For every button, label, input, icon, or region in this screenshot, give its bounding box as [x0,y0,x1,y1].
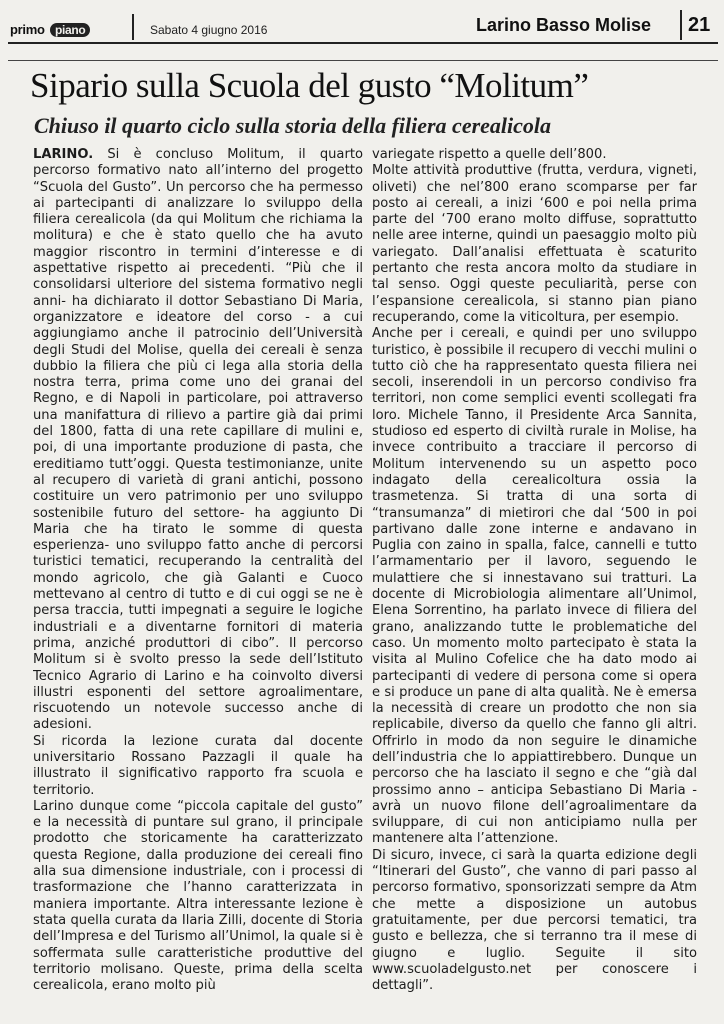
article-headline: Sipario sulla Scuola del gusto “Molitum” [30,66,589,105]
paragraph: Anche per i cereali, e quindi per uno sviluppo turistico, è possibile il recupero di vecchi mulini o tutto ciò che ha rappresentato questa filiera nei secoli, inserendoli in un percorso condiviso fra territori, non come semplici eventi scollegati fra loro. Michele Tanno, il Presidente Arca Sannita, studioso ed esperto di civiltà rurale in Molise, ha invece contribuito a tracciare il percorso di Molitum intervenendo su un aspetto poco indagato della cerealicoltura ossia la trasmetenza. Si tratta di una sorta di “transumanza” di mietirori che dal ‘500 in poi partivano dalle zone interne e andavano in Puglia con zaino in spalla, falce, cannelli e tutto l’armamentario per il lavoro, seguendo le mulattiere che si innestavano sui tratturi. La docente di Microbiologia alimentare all’Unimol, Elena Sorrentino, ha parlato invece di filiera del grano, analizzando tutte le problematiche del caso. Un momento molto partecipato è stata la visita al Mulino Cofelice che ha dato modo ai partecipanti di vedere di persona come si opera e si produce un pane di alta qualità. Ne è emersa la necessità di creare un prodotto che non sia replicabile, diverso da quello che fanno gli altri. Offrirlo in modo da non seguire le dinamiche dell’industria che lo appiattirebbero. Dunque un percorso che ha lasciato il segno e che “già dal prossimo anno – anticipa Sebastiano Di Maria - avrà un nuovo filone dell’agroalimentare da sviluppare, di cui non anticipiamo nulla per mantenere alta l’attenzione. [372,326,697,847]
paragraph: Di sicuro, invece, ci sarà la quarta edizione degli “Itinerari del Gusto”, che vanno di pari passo al percorso formativo, sponsorizzati sempre da Atm che mette a disposizione un autobus gratuitamente, per due percorsi tematici, tra gusto e bellezza, che si terranno tra il mese di giugno e luglio. Seguite il sito www.scuoladelgusto.net per conoscere i dettagli”. [372,847,697,994]
article-subheadline: Chiuso il quarto ciclo sulla storia della filiera cerealicola [34,113,552,138]
page-number: 21 [688,14,711,36]
paragraph [33,147,363,734]
paragraph: Larino dunque come “piccola capitale del gusto” e la necessità di puntare sul grano, il principale prodotto che storicamente ha caratterizzato questa Regione, dalla produzione dei cereali fino alla sua dimensione industriale, con i processi di trasformazione che l’hanno caratterizzata in maniera importante. Altra interessante lezione è stata quella curata da Ilaria Zilli, docente di Storia dell’Impresa e del Turismo all’Unimol, la quale si è soffermata sulle caratteristiche produttive del territorio molisano. Queste, prima della scelta cerealicola, erano molto più [33,798,363,994]
section-title: Larino Basso Molise [476,15,652,35]
paragraph-text: Si è concluso Molitum, il quarto percorso formativo nato all’interno del progetto “Scuola del Gusto”. Un percorso che ha permesso ai partecipanti di analizzare lo sviluppo della filiera cerealicola (da qui Molitum che richiama la molitura) e che è stato quello che ha avuto maggior riscontro in termini d’interesse e di aspettative rispetto ai precedenti. “Più che il consolidarsi ulteriore del sistema formativo negli anni- ha dichiarato il dottor Sebastiano Di Maria, organizzatore e ideatore del corso - a cui aggiungiamo anche il patrocinio dell’Università degli Studi del Molise, quella dei cereali è senza dubbio la filiera che più ci lega alla storia della nostra terra, prima come uno dei granai del Regno, e di Napoli in particolare, poi attraverso una manifattura di rilievo a partire già dai primi del 1800, fatta di una rete capillare di mulini e, poi, di una importante produzione di pasta, che ereditiamo tutt’oggi. Questa testimonianze, unite al recupero di varietà di grani antichi, possono costituire un vero patrimonio per uno sviluppo sostenibile futuro del settore- ha aggiunto Di Maria che ha tirato le somme di questa esperienza- uno sviluppo fatto anche di percorsi turistici tematici, recuperando la centralità del mondo agricolo, che già Galanti e Cuoco mettevano al centro di tutto e di cui oggi se ne è persa traccia, tutti impegnati a seguire le logiche industriali e a diventarne fornitori di materia prima, anziché produttori di cibo”. Il percorso Molitum si è svolto presso la sede dell’Istituto Tecnico Agrario di Larino e ha coinvolto diversi illustri esponenti del settore agroalimentare, riscuotendo un notevole successo anche di adesioni. [33,147,363,733]
paragraph: variegate rispetto a quelle dell’800. [372,147,607,162]
dateline: LARINO. [33,147,94,162]
logo-word-primo: primo [10,22,45,37]
paragraph: Si ricorda la lezione curata dal docente universitario Rossano Pazzagli il quale ha illustrato il significativo rapporto fra scuola e territorio. [33,733,363,798]
logo-word-piano: piano [50,23,91,37]
page-number-divider [680,10,682,40]
masthead-rule [8,42,718,44]
paragraph: Molte attività produttive (frutta, verdura, vigneti, oliveti) che nel’800 erano scomparse per far posto ai cereali, a inizi ‘600 e poi nella prima parte del ‘700 erano molto diffuse, soprattutto nelle aree interne, quindi un paesaggio molto più variegato. Dall’analisi effettuata è scaturito pertanto che resta ancora molto da studiare in tal senso. Oggi queste peculiarità, perse con l’espansione cerealicola, si stanno pian piano recuperando, come la viticoltura, per esempio. [372,163,697,325]
article-column-left [33,147,363,1015]
issue-date: Sabato 4 giugno 2016 [150,23,268,37]
article-column-right [372,147,697,1015]
masthead [0,0,724,44]
newspaper-logo [10,22,90,37]
masthead-divider [132,14,134,40]
header-rule [8,60,718,61]
